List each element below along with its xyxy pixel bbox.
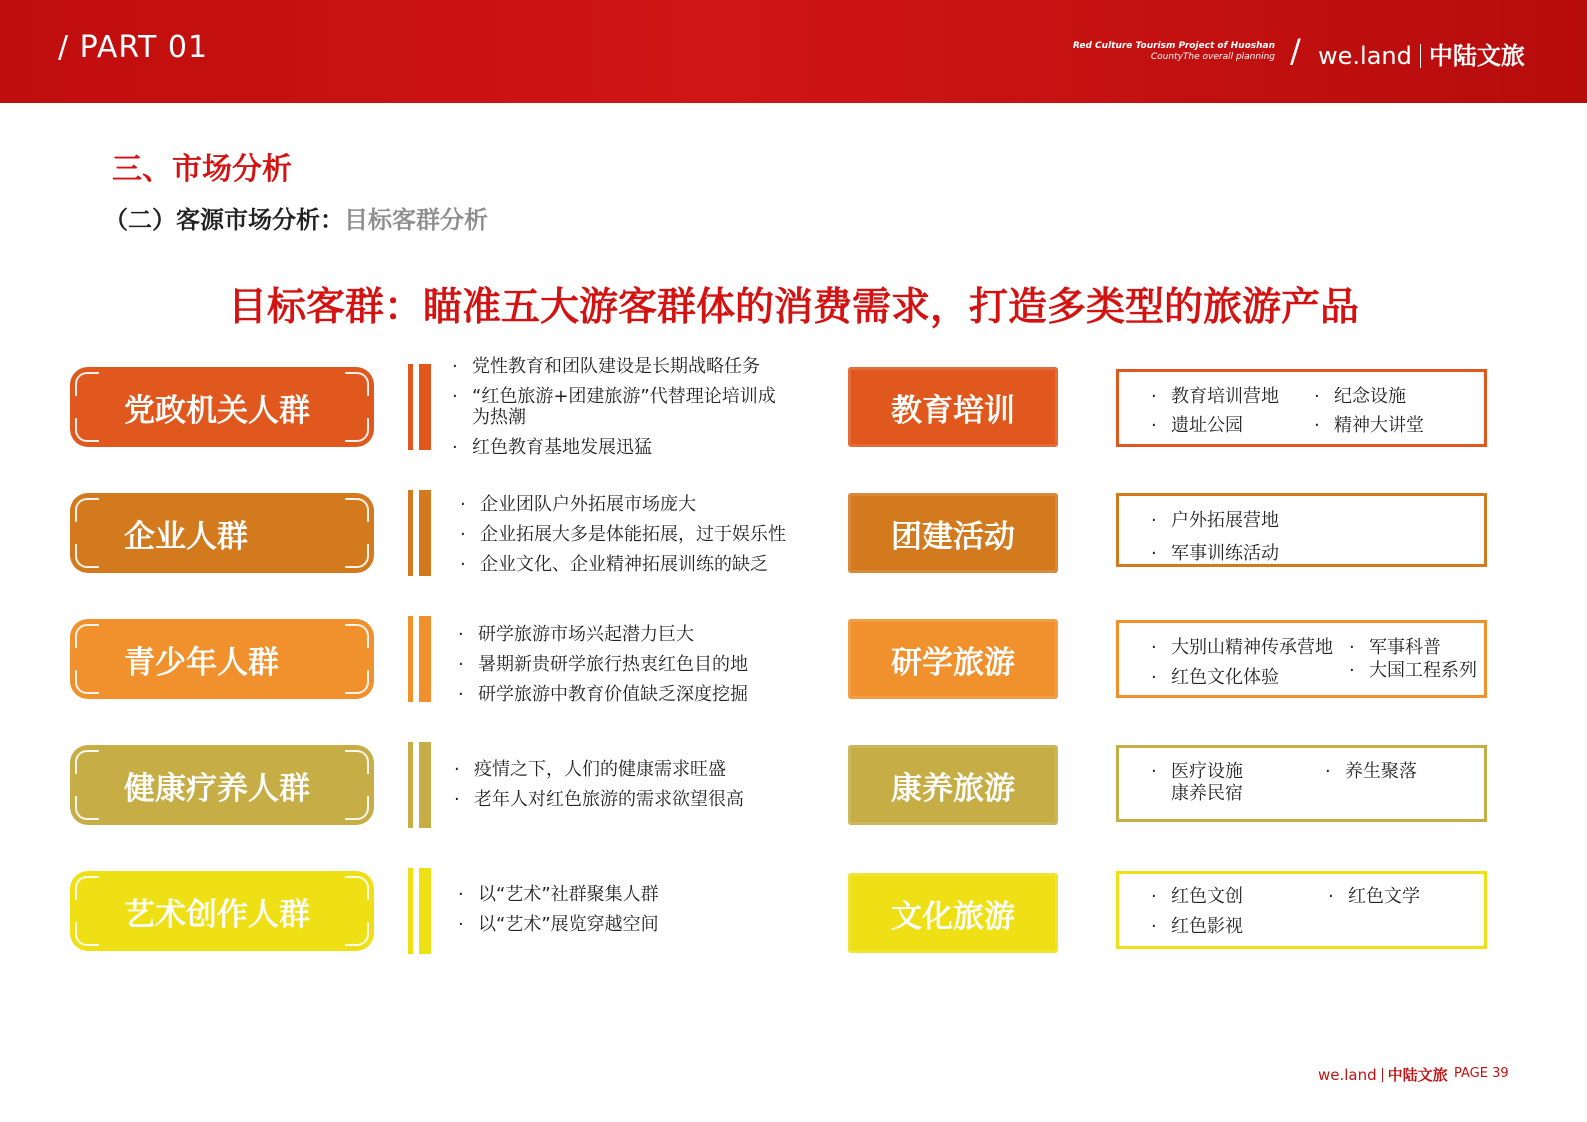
options-box-3 xyxy=(1116,620,1487,698)
section-title: 三、市场分析 xyxy=(112,152,292,187)
list-item: · “红色旅游+团建旅游”代替理论培训成为热潮 xyxy=(450,386,790,428)
product-box-4: 康养旅游 xyxy=(848,745,1058,825)
list-item: · 以“艺术”展览穿越空间 xyxy=(456,914,796,935)
option-item: · 教育培训营地 xyxy=(1149,386,1279,408)
group-label: 健康疗养人群 xyxy=(124,770,310,807)
bullet-list-3 xyxy=(456,624,796,714)
header-logo-cn: 中陆文旅 xyxy=(1428,42,1525,70)
options-box-5 xyxy=(1116,871,1487,949)
main-title: 目标客群：瞄准五大游客群体的消费需求，打造多类型的旅游产品 xyxy=(227,285,1359,330)
header-band xyxy=(0,0,1587,103)
bullet-list-1 xyxy=(450,356,790,467)
option-item: · 红色文创 xyxy=(1149,886,1243,908)
header-english-caption xyxy=(1015,41,1275,63)
group-box-5 xyxy=(70,871,374,951)
option-item: · 红色文学 xyxy=(1326,886,1420,908)
footer-logo-en: we.land xyxy=(1318,1066,1377,1084)
group-label: 艺术创作人群 xyxy=(124,896,310,933)
subtitle-highlight: 目标客群分析 xyxy=(344,206,488,234)
options-box-4 xyxy=(1116,745,1487,822)
list-item: · 以“艺术”社群聚集人群 xyxy=(456,884,796,905)
list-item: · 暑期新贵研学旅行热衷红色目的地 xyxy=(456,654,796,675)
list-item: · 研学旅游中教育价值缺乏深度挖掘 xyxy=(456,684,796,705)
list-item: · 老年人对红色旅游的需求欲望很高 xyxy=(452,789,792,810)
option-item: · 红色影视 xyxy=(1149,916,1243,938)
list-item: · 研学旅游市场兴起潜力巨大 xyxy=(456,624,796,645)
option-item: 康养民宿 xyxy=(1171,783,1243,804)
subtitle-main: （二）客源市场分析： xyxy=(104,206,344,234)
header-english-line1: Red Culture Tourism Project of Huoshan xyxy=(1072,41,1275,51)
option-item: · 大别山精神传承营地 xyxy=(1149,637,1333,659)
header-logo xyxy=(1318,36,1525,71)
bullet-list-5 xyxy=(456,884,796,944)
group-box-4 xyxy=(70,745,374,825)
product-box-3: 研学旅游 xyxy=(848,619,1058,699)
list-item: · 企业团队户外拓展市场庞大 xyxy=(458,494,818,515)
group-label: 企业人群 xyxy=(124,518,248,555)
option-item: · 军事训练活动 xyxy=(1149,543,1279,565)
part-label: / PART 01 xyxy=(58,30,209,65)
product-box-2: 团建活动 xyxy=(848,493,1058,573)
option-item: · 养生聚落 xyxy=(1323,761,1417,783)
product-box-1: 教育培训 xyxy=(848,367,1058,447)
subtitle xyxy=(104,200,488,235)
option-item: · 纪念设施 xyxy=(1312,386,1406,408)
list-item: · 红色教育基地发展迅猛 xyxy=(450,437,790,458)
list-item: · 疫情之下，人们的健康需求旺盛 xyxy=(452,759,792,780)
option-item: · 大国工程系列 xyxy=(1347,660,1477,682)
options-box-1 xyxy=(1116,369,1487,447)
divider-bars-4 xyxy=(408,742,432,828)
group-label: 党政机关人群 xyxy=(124,392,310,429)
bullet-list-2 xyxy=(458,494,818,584)
list-item: · 党性教育和团队建设是长期战略任务 xyxy=(450,356,790,377)
product-box-5: 文化旅游 xyxy=(848,873,1058,953)
option-item: · 遗址公园 xyxy=(1149,415,1243,437)
option-item: · 军事科普 xyxy=(1347,637,1441,659)
group-box-2 xyxy=(70,493,374,573)
option-item: · 精神大讲堂 xyxy=(1312,415,1424,437)
header-logo-en: we.land xyxy=(1318,42,1412,70)
options-box-2 xyxy=(1116,493,1487,567)
footer-logo xyxy=(1318,1064,1448,1085)
option-item: · 户外拓展营地 xyxy=(1149,510,1279,532)
footer-logo-divider xyxy=(1382,1068,1383,1082)
option-item: · 红色文化体验 xyxy=(1149,667,1279,689)
group-box-1 xyxy=(70,367,374,447)
group-box-3 xyxy=(70,619,374,699)
footer-logo-cn: 中陆文旅 xyxy=(1387,1066,1448,1084)
divider-bars-5 xyxy=(408,868,432,954)
header-english-line2: CountyThe overall planning xyxy=(1150,52,1275,62)
divider-bars-2 xyxy=(408,490,432,576)
list-item: · 企业文化、企业精神拓展训练的缺乏 xyxy=(458,554,818,575)
divider-bars-1 xyxy=(408,364,432,450)
list-item: · 企业拓展大多是体能拓展，过于娱乐性 xyxy=(458,524,818,545)
divider-bars-3 xyxy=(408,616,432,702)
group-label: 青少年人群 xyxy=(124,644,279,681)
logo-divider xyxy=(1420,44,1421,68)
option-item: · 医疗设施 xyxy=(1149,761,1243,783)
header-slash: / xyxy=(1290,32,1301,70)
page-number: PAGE 39 xyxy=(1454,1066,1509,1081)
bullet-list-4 xyxy=(452,759,792,819)
